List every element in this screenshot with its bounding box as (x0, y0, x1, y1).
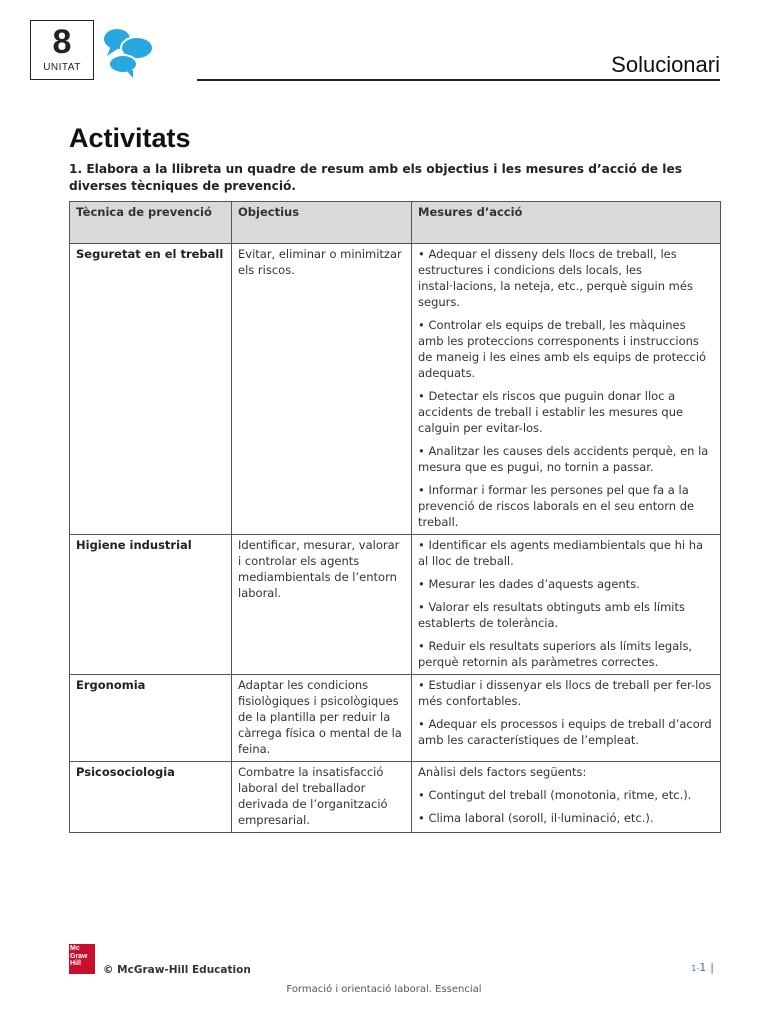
objectius-cell: Evitar, eliminar o minimitzar els riscos. (232, 244, 412, 535)
page-title: Activitats (69, 123, 191, 153)
mesura-item: Anàlisi dels factors següents: (418, 765, 587, 779)
unit-label: UNITAT (43, 62, 81, 73)
mesura-item: • Valorar els resultats obtinguts amb els límits establerts de tolerància. (418, 600, 685, 630)
prevention-table (69, 201, 721, 833)
table-header-row (70, 202, 721, 244)
mesura-item: • Clima laboral (soroll, il·luminació, etc.). (418, 811, 654, 825)
page-number-value: 1 (699, 961, 707, 974)
mesura-item: • Adequar el disseny dels llocs de treball, les estructures i condicions dels locals, les instal·lacions, la neteja, etc., perquè siguin més segurs. (418, 247, 693, 309)
mesures-cell (412, 535, 721, 675)
mesura-item: • Identificar els agents mediambientals que hi ha al lloc de treball. (418, 538, 704, 568)
mesura-item: • Controlar els equips de treball, les màquines amb les proteccions corresponents i instruccions de maneig i les eines amb els equips de protecció adequats. (418, 318, 707, 380)
table-row (70, 244, 721, 535)
column-header-tecnica: Tècnica de prevenció (70, 202, 232, 244)
mesura-item: • Analitzar les causes dels accidents perquè, en la mesura que es pugui, no tornin a passar. (418, 444, 709, 474)
table-row (70, 675, 721, 762)
unit-badge (30, 20, 94, 80)
header-divider (197, 79, 720, 81)
mesura-item: • Estudiar i dissenyar els llocs de treball per fer-los més confortables. (418, 678, 712, 708)
table-row (70, 762, 721, 833)
unit-number: 8 (52, 23, 72, 61)
speech-bubbles-icon (97, 26, 157, 78)
question-text: 1. Elabora a la llibreta un quadre de resum amb els objectius i les mesures d’acció de les diverses tècniques de prevenció. (69, 162, 682, 193)
mesures-cell (412, 244, 721, 535)
mesures-cell (412, 675, 721, 762)
mesura-item: • Detectar els riscos que puguin donar lloc a accidents de treball i establir les mesures que calguin per evitar-los. (418, 389, 684, 435)
column-header-mesures: Mesures d’acció (412, 202, 721, 244)
mesura-item: • Contingut del treball (monotonia, ritme, etc.). (418, 788, 692, 802)
section-title: Solucionari (611, 52, 720, 77)
tecnica-cell: Seguretat en el treball (70, 244, 232, 535)
book-title: Formació i orientació laboral. Essencial (286, 984, 482, 995)
page-number (691, 961, 714, 974)
mesura-item: • Mesurar les dades d’aquests agents. (418, 577, 640, 591)
mcgraw-hill-logo: Mc Graw Hill (69, 944, 95, 974)
page-prefix: 1- (691, 964, 700, 973)
mesura-item: • Informar i formar les persones pel que fa a la prevenció de riscos laborals en el seu entorn de treball. (418, 483, 695, 529)
mesures-cell (412, 762, 721, 833)
tecnica-cell: Psicosociologia (70, 762, 232, 833)
table-row (70, 535, 721, 675)
tecnica-cell: Higiene industrial (70, 535, 232, 675)
column-header-objectius: Objectius (232, 202, 412, 244)
copyright-text: © McGraw-Hill Education (103, 964, 251, 976)
objectius-cell: Identificar, mesurar, valorar i controlar els agents mediambientals de l’entorn laboral. (232, 535, 412, 675)
tecnica-cell: Ergonomia (70, 675, 232, 762)
objectius-cell: Adaptar les condicions fisiològiques i psicològiques de la plantilla per reduir la càrrega física o mental de la feina. (232, 675, 412, 762)
objectius-cell: Combatre la insatisfacció laboral del treballador derivada de l’organització empresarial. (232, 762, 412, 833)
mesura-item: • Reduir els resultats superiors als límits legals, perquè retornin als paràmetres correctes. (418, 639, 693, 669)
page-separator: | (710, 961, 714, 974)
mesura-item: • Adequar els processos i equips de treball d’acord amb les característiques de l’empleat. (418, 717, 712, 747)
